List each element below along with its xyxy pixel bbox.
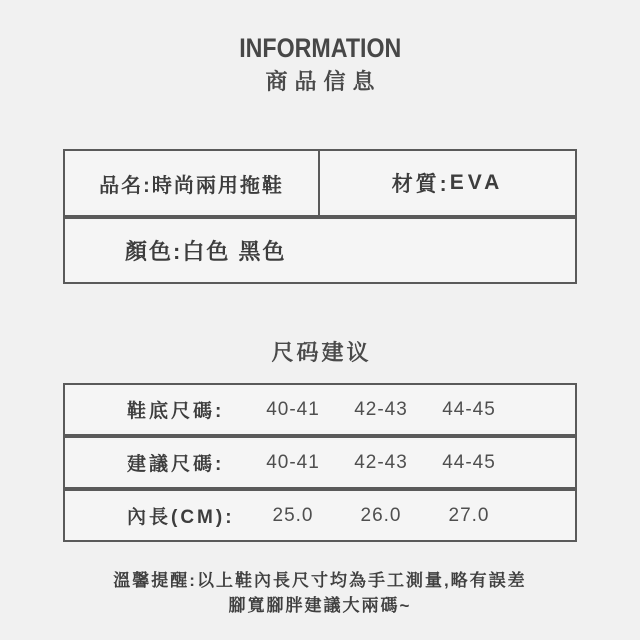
- color-cell: [63, 217, 577, 284]
- suggested-size-value: 44-45: [442, 451, 496, 473]
- inner-length-label: 內長(CM):: [127, 507, 235, 528]
- color-value: 白色 黑色: [182, 239, 287, 264]
- sole-size-value: 40-41: [266, 398, 320, 420]
- inner-length-value: 27.0: [448, 504, 490, 526]
- product-name-cell: [65, 151, 320, 215]
- product-name-label: 品名:: [99, 174, 152, 197]
- sole-size-value: 44-45: [442, 398, 496, 420]
- product-info-table: [63, 149, 577, 284]
- page-header: [0, 0, 640, 95]
- sole-size-value: 42-43: [354, 398, 408, 420]
- table-row-suggested-size: [63, 436, 577, 489]
- suggested-size-label: 建議尺碼:: [127, 454, 225, 475]
- table-row-sole-size: [63, 383, 577, 436]
- table-row-inner-length: [63, 489, 577, 542]
- material-value: EVA: [449, 171, 504, 194]
- suggested-size-value: 40-41: [266, 451, 320, 473]
- sole-size-label: 鞋底尺碼:: [127, 401, 225, 422]
- inner-length-value: 26.0: [360, 504, 402, 526]
- table-row: [63, 149, 577, 217]
- inner-length-value: 25.0: [272, 504, 314, 526]
- suggested-size-value: 42-43: [354, 451, 408, 473]
- size-table: [63, 383, 577, 542]
- product-name-value: 時尚兩用拖鞋: [151, 174, 284, 197]
- color-label: 顏色:: [125, 239, 183, 264]
- size-section-title: 尺码建议: [271, 340, 372, 365]
- page-subtitle: 商品信息: [265, 69, 382, 94]
- reminder-line-1: 溫馨提醒:以上鞋內長尺寸均為手工測量,略有誤差: [113, 571, 527, 590]
- page-title: INFORMATION: [238, 33, 402, 63]
- material-cell: [320, 151, 575, 215]
- material-label: 材質:: [391, 173, 450, 196]
- reminder-note: [0, 568, 640, 618]
- reminder-line-2: 腳寬腳胖建議大兩碼~: [228, 596, 412, 615]
